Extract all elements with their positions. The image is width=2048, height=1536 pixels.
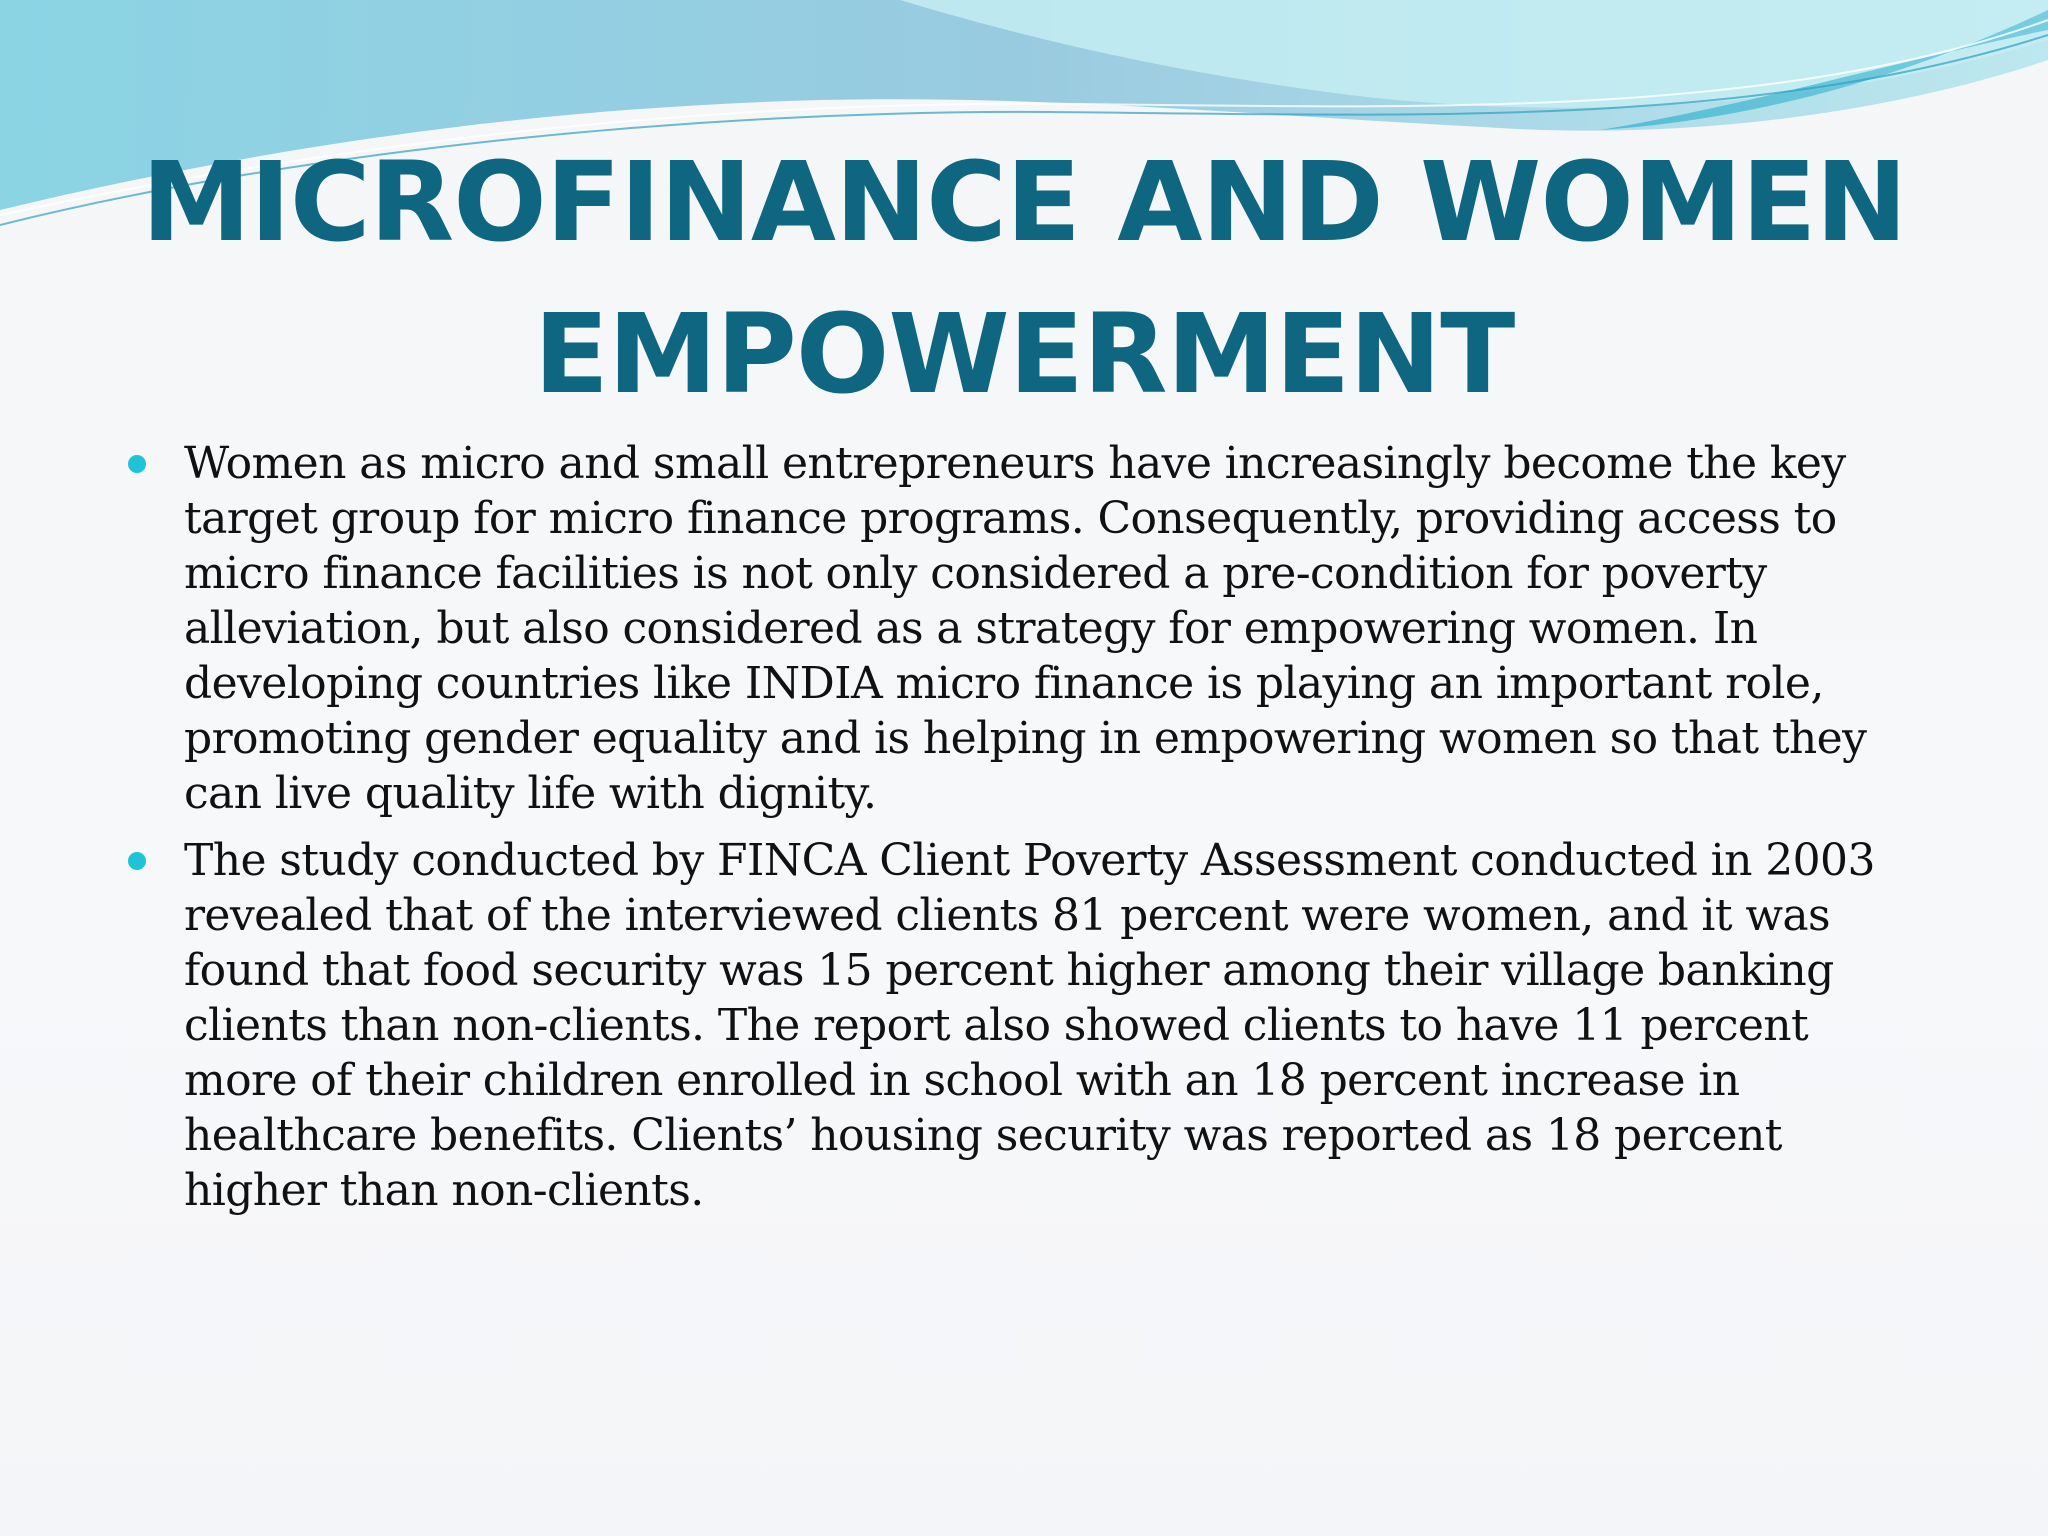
circle-bullet-icon: [128, 455, 146, 473]
list-item: [126, 436, 1926, 821]
slide-title: MICROFINANCE AND WOMEN EMPOWERMENT: [141, 138, 1907, 418]
list-item: [126, 833, 1926, 1218]
bullet-list: [126, 436, 1926, 1230]
circle-bullet-icon: [128, 852, 146, 870]
bullet-text: Women as micro and small entrepreneurs have increasingly become the key target group for micro finance programs. Consequently, providing access to micro finance facilities is not only considered a pre-condition for poverty alleviation, but also considered as a strategy for empowering women. In developing countries like INDIA micro finance is playing an important role, promoting gender equality and is helping in empowering women so that they can live quality life with dignity.: [184, 438, 1867, 819]
bullet-text: The study conducted by FINCA Client Poverty Assessment conducted in 2003 revealed that of the interviewed clients 81 percent were women, and it was found that food security was 15 percent higher among their village banking clients than non-clients. The report also showed clients to have 11 percent more of their children enrolled in school with an 18 percent increase in healthcare benefits. Clients’ housing security was reported as 18 percent higher than non-clients.: [184, 835, 1875, 1216]
